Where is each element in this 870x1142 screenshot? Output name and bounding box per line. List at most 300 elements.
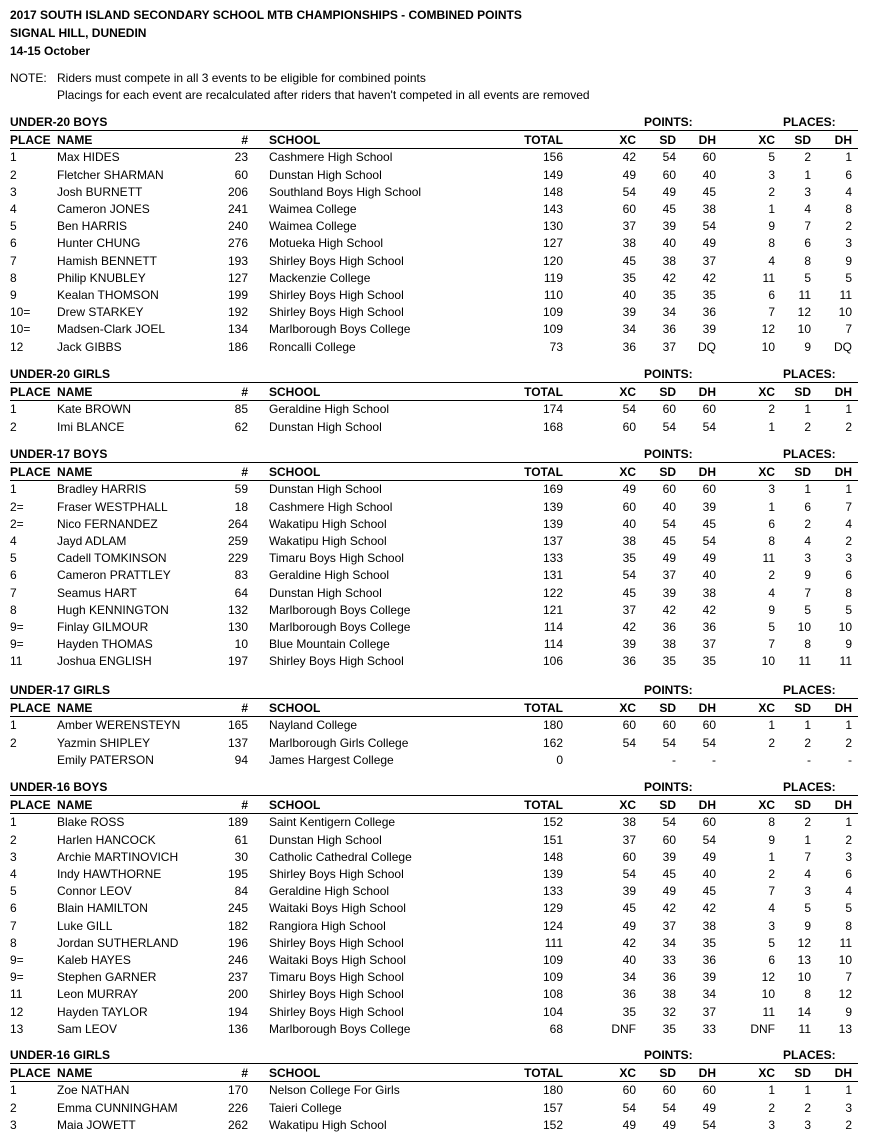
section-rule-top — [10, 130, 858, 131]
cell-places-dh: 9 — [845, 253, 852, 268]
cell-name: Cameron PRATTLEY — [57, 568, 171, 583]
cell-places-dh: 3 — [845, 849, 852, 864]
cell-points-xc: 54 — [622, 735, 636, 750]
cell-number: 241 — [227, 202, 248, 216]
cell-places-xc: 7 — [768, 637, 775, 652]
cell-points-dh: 60 — [702, 1083, 716, 1098]
cell-name: Finlay GILMOUR — [57, 620, 149, 634]
cell-place: 6 — [10, 568, 17, 583]
section-title: UNDER-16 BOYS — [10, 780, 108, 794]
cell-school: Dunstan High School — [269, 419, 382, 434]
cell-name: Emily PATERSON — [57, 752, 154, 767]
cell-points-sd: 36 — [662, 322, 676, 337]
cell-places-xc: 8 — [768, 815, 775, 830]
cell-places-xc: 9 — [768, 219, 775, 234]
cell-points-sd: 49 — [662, 184, 676, 199]
cell-places-xc: 2 — [768, 184, 775, 199]
cell-number: 127 — [227, 270, 248, 285]
cell-name: Hugh KENNINGTON — [57, 602, 169, 617]
cell-places-dh: 7 — [845, 499, 852, 514]
cell-places-xc: 1 — [768, 849, 775, 864]
cell-number: 206 — [227, 184, 248, 199]
cell-points-sd: 40 — [662, 499, 676, 514]
cell-total: 110 — [543, 288, 563, 302]
cell-total: 148 — [542, 184, 563, 199]
cell-places-dh: 2 — [845, 832, 852, 847]
cell-school: Cashmere High School — [269, 150, 393, 165]
cell-school: Mackenzie College — [269, 270, 371, 285]
cell-points-dh: 35 — [702, 654, 716, 669]
cell-points-sd: 54 — [662, 150, 676, 165]
cell-places-dh: 9 — [845, 1004, 852, 1019]
cell-points-xc: 36 — [622, 654, 636, 669]
cell-places-sd: 1 — [804, 167, 811, 182]
points-group-label: POINTS: — [644, 367, 693, 381]
cell-points-sd: 36 — [662, 620, 676, 634]
cell-total: 168 — [542, 419, 563, 434]
table-row — [0, 1100, 870, 1117]
table-row — [0, 1117, 870, 1134]
section-rule-top — [10, 382, 858, 383]
cell-places-xc: 2 — [768, 735, 775, 750]
cell-points-sd: 34 — [662, 935, 676, 950]
column-header-places-sd: SD — [794, 1066, 811, 1081]
cell-points-xc: 42 — [622, 620, 636, 634]
cell-total: 119 — [543, 270, 563, 285]
section-under-17-boys — [0, 447, 870, 675]
cell-places-xc: 6 — [768, 288, 775, 302]
cell-points-sd: 49 — [662, 884, 676, 899]
cell-points-xc: 39 — [622, 305, 636, 320]
places-group-label: PLACES: — [783, 367, 836, 381]
cell-place: 2 — [10, 167, 17, 182]
table-row — [0, 550, 870, 567]
column-header-points-xc: XC — [619, 133, 636, 148]
table-row — [0, 717, 870, 734]
cell-points-sd: 45 — [662, 867, 676, 881]
column-header-points-dh: DH — [698, 133, 716, 148]
cell-places-xc: 6 — [768, 516, 775, 531]
cell-places-sd: 8 — [804, 253, 811, 268]
cell-places-sd: 7 — [804, 849, 811, 864]
column-header-points-dh: DH — [698, 798, 716, 813]
cell-places-sd: 11 — [798, 1021, 811, 1036]
cell-points-xc: 42 — [622, 150, 636, 165]
column-header-places-xc: XC — [758, 385, 775, 400]
cell-places-sd: 6 — [804, 236, 811, 251]
cell-school: Waitaki Boys High School — [269, 953, 406, 967]
cell-total: 156 — [542, 150, 563, 165]
cell-name: Fraser WESTPHALL — [57, 499, 168, 514]
cell-points-dh: 49 — [702, 236, 716, 251]
column-header-total: TOTAL — [524, 465, 563, 480]
document-title: 2017 SOUTH ISLAND SECONDARY SCHOOL MTB CHAMPIONSHIPS - COMBINED POINTS — [10, 8, 522, 22]
cell-school: Marlborough Girls College — [269, 735, 409, 750]
cell-places-dh: 4 — [845, 184, 852, 199]
points-group-label: POINTS: — [644, 683, 693, 697]
column-header-places-dh: DH — [834, 1066, 852, 1081]
cell-places-sd: 1 — [804, 718, 811, 733]
cell-places-sd: 9 — [804, 568, 811, 583]
cell-points-xc: 36 — [622, 339, 636, 354]
points-group-label: POINTS: — [644, 115, 693, 129]
cell-places-xc: 2 — [768, 402, 775, 417]
cell-places-dh: 1 — [845, 150, 852, 165]
cell-points-sd: 54 — [662, 419, 676, 434]
cell-total: 68 — [549, 1021, 563, 1036]
cell-points-xc: 38 — [622, 236, 636, 251]
section-under-16-girls — [0, 1048, 870, 1138]
cell-points-sd: 42 — [662, 270, 676, 285]
places-group-label: PLACES: — [783, 780, 836, 794]
cell-places-sd: 3 — [804, 1117, 811, 1132]
cell-name: Ben HARRIS — [57, 219, 128, 234]
table-row — [0, 184, 870, 201]
cell-points-dh: 42 — [702, 602, 716, 617]
cell-number: 195 — [227, 867, 248, 881]
cell-places-xc: 1 — [768, 718, 775, 733]
cell-total: 162 — [542, 735, 563, 750]
cell-points-xc: 60 — [622, 1083, 636, 1098]
column-header-name: NAME — [57, 1066, 93, 1081]
cell-name: Fletcher SHARMAN — [57, 167, 164, 182]
column-header-school: SCHOOL — [269, 798, 321, 813]
cell-places-sd: 9 — [804, 918, 811, 933]
cell-place: 3 — [10, 184, 17, 199]
cell-place: 4 — [10, 534, 17, 548]
cell-points-sd: 40 — [662, 236, 676, 251]
cell-places-sd: - — [807, 752, 811, 767]
cell-places-xc: 3 — [768, 482, 775, 497]
cell-places-xc: 10 — [761, 654, 775, 669]
cell-places-xc: 4 — [768, 253, 775, 268]
cell-places-xc: 1 — [768, 202, 775, 216]
table-row — [0, 167, 870, 184]
cell-number: 165 — [227, 718, 248, 733]
column-header-points-xc: XC — [619, 465, 636, 480]
cell-total: 139 — [542, 867, 563, 881]
cell-number: 136 — [227, 1021, 248, 1036]
cell-places-xc: 10 — [761, 339, 775, 354]
cell-points-xc: 45 — [622, 253, 636, 268]
cell-points-sd: 39 — [662, 849, 676, 864]
cell-points-xc: 49 — [622, 167, 636, 182]
cell-points-dh: 40 — [702, 867, 716, 881]
column-header-number: # — [241, 798, 248, 813]
cell-points-dh: 60 — [702, 402, 716, 417]
table-row — [0, 935, 870, 952]
cell-points-dh: 39 — [702, 970, 716, 985]
column-header-places-sd: SD — [794, 385, 811, 400]
cell-points-xc: 40 — [622, 953, 636, 967]
cell-points-xc: 60 — [622, 419, 636, 434]
column-header-points-sd: SD — [659, 798, 676, 813]
table-row — [0, 849, 870, 866]
column-header-places-xc: XC — [758, 701, 775, 716]
cell-number: 10 — [234, 637, 248, 652]
cell-places-xc: 11 — [762, 1004, 775, 1019]
section-title: UNDER-17 BOYS — [10, 447, 108, 461]
cell-total: 180 — [542, 718, 563, 733]
cell-points-dh: 42 — [702, 270, 716, 285]
cell-places-dh: 8 — [845, 585, 852, 600]
cell-name: Connor LEOV — [57, 884, 132, 899]
column-header-points-dh: DH — [698, 1066, 716, 1081]
column-header-places-sd: SD — [794, 133, 811, 148]
cell-number: 59 — [234, 482, 248, 497]
cell-places-xc: 7 — [768, 884, 775, 899]
section-under-20-girls — [0, 367, 870, 440]
cell-number: 132 — [227, 602, 248, 617]
cell-number: 94 — [234, 752, 248, 767]
cell-total: 121 — [542, 602, 563, 617]
cell-name: Josh BURNETT — [57, 184, 143, 199]
cell-points-xc: 35 — [622, 270, 636, 285]
cell-points-dh: 49 — [702, 849, 716, 864]
cell-number: 237 — [227, 970, 248, 985]
cell-number: 194 — [227, 1004, 248, 1019]
cell-name: Seamus HART — [57, 585, 137, 600]
column-header-points-sd: SD — [659, 133, 676, 148]
points-group-label: POINTS: — [644, 1048, 693, 1062]
cell-school: Southland Boys High School — [269, 184, 422, 199]
table-row — [0, 752, 870, 769]
cell-points-sd: 49 — [662, 551, 676, 566]
cell-name: Yazmin SHIPLEY — [57, 735, 151, 750]
cell-places-dh: 1 — [845, 815, 852, 830]
cell-points-xc: 54 — [622, 568, 636, 583]
document-dates: 14-15 October — [10, 44, 91, 58]
cell-place: 9= — [10, 970, 24, 985]
column-header-total: TOTAL — [524, 133, 563, 148]
cell-points-sd: 54 — [662, 735, 676, 750]
cell-place: 11 — [10, 987, 23, 1002]
cell-name: Jack GIBBS — [57, 339, 122, 354]
cell-points-dh: 45 — [702, 184, 716, 199]
cell-total: 133 — [542, 884, 563, 899]
section-title: UNDER-16 GIRLS — [10, 1048, 111, 1062]
cell-name: Nico FERNANDEZ — [57, 516, 158, 531]
cell-places-dh: 7 — [845, 322, 852, 337]
cell-points-dh: 38 — [702, 585, 716, 600]
cell-points-sd: 45 — [662, 202, 676, 216]
cell-points-xc: 37 — [622, 832, 636, 847]
cell-places-dh: 6 — [845, 568, 852, 583]
cell-points-sd: 35 — [662, 654, 676, 669]
cell-total: 109 — [542, 322, 563, 337]
cell-total: 120 — [542, 253, 563, 268]
cell-places-sd: 2 — [804, 1100, 811, 1115]
cell-school: Dunstan High School — [269, 585, 382, 600]
cell-total: 152 — [542, 815, 563, 830]
column-header-name: NAME — [57, 701, 93, 716]
cell-total: 111 — [544, 935, 563, 950]
cell-points-dh: - — [712, 752, 716, 767]
cell-name: Kate BROWN — [57, 402, 132, 417]
table-row — [0, 339, 870, 356]
cell-name: Hamish BENNETT — [57, 253, 158, 268]
cell-points-xc: 60 — [622, 202, 636, 216]
column-header-place: PLACE — [10, 1066, 51, 1081]
cell-points-dh: 39 — [702, 499, 716, 514]
cell-school: Wakatipu High School — [269, 534, 387, 548]
cell-points-dh: 60 — [702, 482, 716, 497]
cell-points-dh: 54 — [702, 419, 716, 434]
column-header-row — [0, 384, 870, 401]
cell-points-dh: 60 — [702, 150, 716, 165]
table-row — [0, 516, 870, 533]
column-header-total: TOTAL — [524, 385, 563, 400]
column-header-place: PLACE — [10, 701, 51, 716]
column-header-name: NAME — [57, 465, 93, 480]
cell-school: Wakatipu High School — [269, 516, 387, 531]
cell-name: Hayden THOMAS — [57, 637, 153, 652]
cell-places-dh: 11 — [839, 935, 852, 950]
section-title: UNDER-20 GIRLS — [10, 367, 111, 381]
cell-number: 196 — [227, 935, 248, 950]
cell-school: Dunstan High School — [269, 167, 382, 182]
cell-name: Hunter CHUNG — [57, 236, 141, 251]
section-rule-top — [10, 698, 858, 699]
cell-points-sd: 60 — [662, 482, 676, 497]
cell-school: Rangiora High School — [269, 918, 386, 933]
column-header-points-sd: SD — [659, 385, 676, 400]
cell-place: 2 — [10, 735, 17, 750]
column-header-places-sd: SD — [794, 701, 811, 716]
cell-name: Cameron JONES — [57, 202, 150, 216]
document-venue: SIGNAL HILL, DUNEDIN — [10, 26, 147, 40]
cell-number: 240 — [227, 219, 248, 234]
column-header-points-dh: DH — [698, 701, 716, 716]
cell-points-sd: 54 — [662, 516, 676, 531]
cell-points-dh: 45 — [702, 884, 716, 899]
cell-number: 197 — [227, 654, 248, 669]
cell-total: 131 — [542, 568, 563, 583]
cell-places-dh: 2 — [845, 735, 852, 750]
column-header-points-xc: XC — [619, 701, 636, 716]
table-row — [0, 401, 870, 418]
column-header-points-sd: SD — [659, 701, 676, 716]
cell-places-sd: 7 — [804, 585, 811, 600]
places-group-label: PLACES: — [783, 115, 836, 129]
cell-points-sd: 37 — [662, 568, 676, 583]
cell-places-dh: 10 — [838, 953, 852, 967]
table-row — [0, 481, 870, 498]
table-row — [0, 735, 870, 752]
cell-points-sd: 60 — [662, 402, 676, 417]
cell-points-xc: 42 — [622, 935, 636, 950]
cell-points-sd: 38 — [662, 253, 676, 268]
cell-total: 0 — [556, 752, 563, 767]
cell-name: Jordan SUTHERLAND — [57, 935, 179, 950]
cell-school: Saint Kentigern College — [269, 815, 396, 830]
cell-number: 246 — [227, 953, 248, 967]
note-line-1: Riders must compete in all 3 events to be eligible for combined points — [57, 71, 426, 85]
table-row — [0, 287, 870, 304]
cell-place: 12 — [10, 339, 24, 354]
cell-points-dh: 49 — [702, 551, 716, 566]
cell-points-dh: 36 — [702, 953, 716, 967]
cell-places-sd: 1 — [804, 482, 811, 497]
cell-places-dh: 3 — [845, 1100, 852, 1115]
cell-number: 85 — [234, 402, 248, 417]
column-header-points-xc: XC — [619, 1066, 636, 1081]
column-header-places-xc: XC — [758, 133, 775, 148]
cell-number: 229 — [227, 551, 248, 566]
cell-places-xc: 2 — [768, 1100, 775, 1115]
cell-places-xc: 5 — [768, 935, 775, 950]
cell-points-dh: 40 — [702, 167, 716, 182]
cell-total: 180 — [542, 1083, 563, 1098]
places-group-label: PLACES: — [783, 447, 836, 461]
table-row — [0, 499, 870, 516]
table-row — [0, 883, 870, 900]
cell-name: Hayden TAYLOR — [57, 1004, 148, 1019]
cell-total: 108 — [542, 987, 563, 1002]
column-header-points-dh: DH — [698, 385, 716, 400]
cell-number: 134 — [227, 322, 248, 337]
cell-total: 149 — [542, 167, 563, 182]
places-group-label: PLACES: — [783, 683, 836, 697]
cell-number: 186 — [227, 339, 248, 354]
section-under-20-boys — [0, 115, 870, 360]
column-header-total: TOTAL — [524, 798, 563, 813]
table-row — [0, 619, 870, 636]
cell-name: Drew STARKEY — [57, 305, 144, 320]
points-group-label: POINTS: — [644, 780, 693, 794]
section-rule-top — [10, 462, 858, 463]
cell-name: Zoe NATHAN — [57, 1083, 130, 1098]
cell-points-sd: 60 — [662, 718, 676, 733]
column-header-school: SCHOOL — [269, 465, 321, 480]
column-header-total: TOTAL — [524, 1066, 563, 1081]
cell-school: Shirley Boys High School — [269, 253, 404, 268]
cell-places-sd: 11 — [798, 654, 811, 669]
cell-places-sd: 3 — [804, 551, 811, 566]
cell-number: 30 — [234, 849, 248, 864]
cell-place: 8 — [10, 935, 17, 950]
section-title: UNDER-17 GIRLS — [10, 683, 111, 697]
cell-place: 2 — [10, 1100, 17, 1115]
cell-places-dh: 1 — [845, 482, 852, 497]
cell-place: 8 — [10, 602, 17, 617]
cell-school: Geraldine High School — [269, 568, 390, 583]
table-row — [0, 918, 870, 935]
cell-places-sd: 8 — [804, 987, 811, 1002]
cell-total: 137 — [542, 534, 563, 548]
cell-points-sd: 60 — [662, 832, 676, 847]
table-row — [0, 900, 870, 917]
cell-places-xc: 8 — [768, 534, 775, 548]
cell-points-xc: 39 — [622, 884, 636, 899]
points-group-label: POINTS: — [644, 447, 693, 461]
cell-name: Joshua ENGLISH — [57, 654, 152, 669]
column-header-name: NAME — [57, 133, 93, 148]
cell-points-xc: 49 — [622, 1117, 636, 1132]
cell-places-sd: 2 — [804, 735, 811, 750]
cell-points-dh: 35 — [702, 935, 716, 950]
cell-points-xc: 60 — [622, 849, 636, 864]
column-header-points-xc: XC — [619, 798, 636, 813]
cell-total: 143 — [542, 202, 563, 216]
cell-number: 193 — [227, 253, 248, 268]
cell-place: 12 — [10, 1004, 24, 1019]
cell-school: Shirley Boys High School — [269, 867, 404, 881]
cell-points-sd: 38 — [662, 637, 676, 652]
cell-points-xc: 54 — [622, 867, 636, 881]
cell-places-sd: 1 — [804, 832, 811, 847]
cell-number: 259 — [227, 534, 248, 548]
